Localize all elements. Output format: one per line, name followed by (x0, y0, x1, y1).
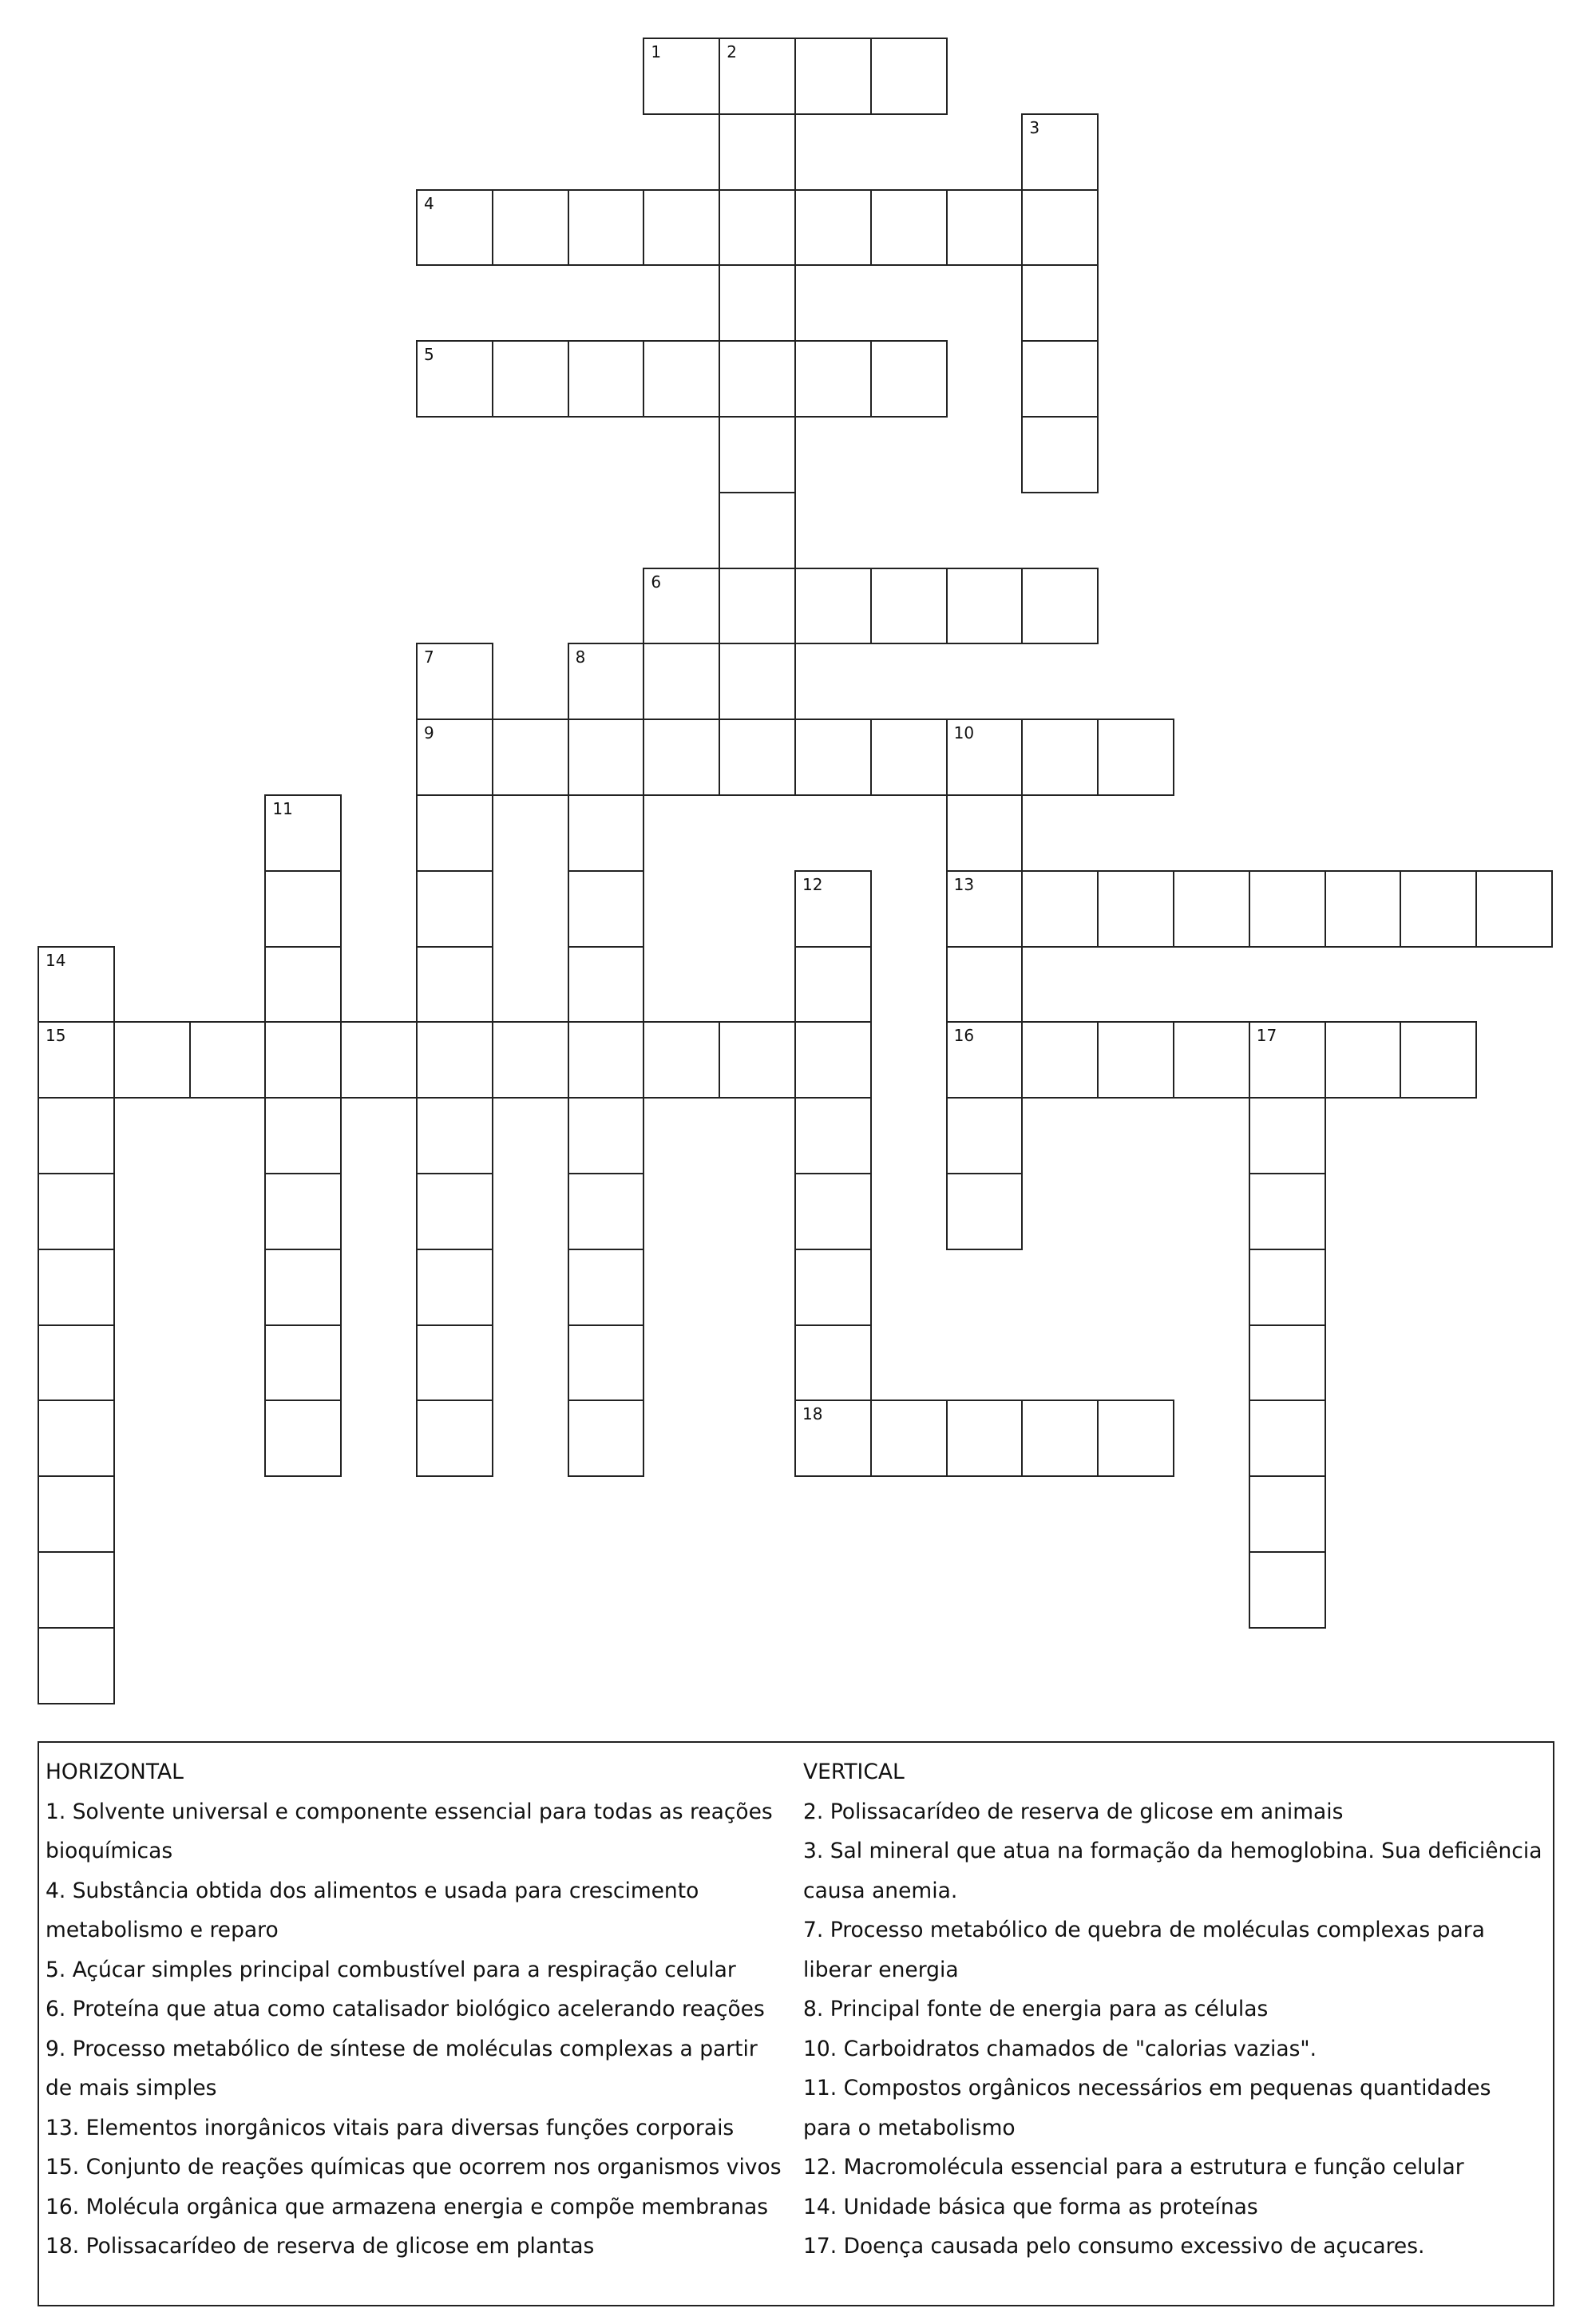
clue-line: 18. Polissacarídeo de reserva de glicose em plantas (46, 2234, 595, 2259)
grid-cell[interactable] (719, 568, 796, 645)
grid-cell[interactable] (719, 113, 796, 191)
grid-cell[interactable] (794, 38, 872, 115)
grid-cell[interactable] (1021, 1400, 1099, 1477)
grid-cell[interactable] (870, 340, 948, 418)
grid-cell[interactable] (1249, 1097, 1326, 1174)
grid-cell[interactable] (492, 340, 569, 418)
clue-line: 2. Polissacarídeo de reserva de glicose em animais (803, 1799, 1344, 1824)
grid-cell[interactable] (1249, 1551, 1326, 1629)
grid-cell[interactable] (946, 794, 1024, 872)
grid-cell[interactable] (719, 416, 796, 493)
grid-cell[interactable] (719, 340, 796, 418)
clue-number: 3 (1029, 117, 1040, 137)
grid-cell[interactable] (946, 946, 1024, 1023)
clue-line: 10. Carboidratos chamados de "calorias vazias". (803, 2036, 1317, 2061)
clue-number: 5 (424, 345, 434, 365)
grid-cell[interactable] (794, 719, 872, 796)
clue-number: 16 (953, 1026, 975, 1046)
grid-cell[interactable] (946, 1173, 1024, 1250)
clue-line: 4. Substância obtida dos alimentos e usada para crescimento (46, 1878, 699, 1903)
clue-line: 5. Açúcar simples principal combustível para a respiração celular (46, 1957, 736, 1982)
grid-cell[interactable] (1021, 189, 1099, 267)
clue-line: para o metabolismo (803, 2115, 1016, 2140)
grid-cell[interactable] (946, 1021, 1024, 1099)
grid-cell[interactable] (643, 189, 720, 267)
grid-cell[interactable] (1249, 1400, 1326, 1477)
grid-cell[interactable] (113, 1021, 191, 1099)
grid-cell[interactable] (492, 719, 569, 796)
horizontal-clues (46, 1752, 808, 2267)
clue-number: 17 (1256, 1026, 1277, 1046)
grid-cell[interactable] (568, 1249, 645, 1326)
grid-cell[interactable] (870, 1400, 948, 1477)
grid-cell[interactable] (38, 1627, 115, 1704)
clue-line: 7. Processo metabólico de quebra de moléculas complexas para (803, 1918, 1485, 1942)
grid-cell[interactable] (264, 1324, 342, 1402)
grid-cell[interactable] (38, 1475, 115, 1553)
grid-cell[interactable] (492, 1021, 569, 1099)
grid-cell[interactable] (1325, 870, 1402, 948)
grid-cell[interactable] (38, 1021, 115, 1099)
grid-cell[interactable] (264, 1249, 342, 1326)
grid-cell[interactable] (719, 643, 796, 720)
clue-number: 6 (651, 572, 662, 592)
grid-cell[interactable] (38, 1324, 115, 1402)
grid-cell[interactable] (568, 189, 645, 267)
clue-number: 8 (575, 647, 586, 667)
clue-line: causa anemia. (803, 1878, 958, 1903)
grid-cell[interactable] (1249, 870, 1326, 948)
grid-cell[interactable] (946, 568, 1024, 645)
clue-number: 9 (424, 723, 434, 743)
clue-line: 17. Doença causada pelo consumo excessivo de açucares. (803, 2234, 1425, 2259)
grid-cell[interactable] (416, 340, 493, 418)
grid-cell[interactable] (1173, 870, 1250, 948)
clue-line: 11. Compostos orgânicos necessários em pequenas quantidades (803, 2076, 1491, 2100)
grid-cell[interactable] (568, 1173, 645, 1250)
grid-cell[interactable] (1021, 113, 1099, 191)
clue-number: 13 (953, 874, 975, 894)
grid-cell[interactable] (794, 1173, 872, 1250)
vertical-clues (803, 1752, 1550, 2267)
clue-line: 16. Molécula orgânica que armazena energia e compõe membranas (46, 2194, 769, 2219)
clue-line: liberar energia (803, 1957, 959, 1982)
clue-line: 1. Solvente universal e componente essencial para todas as reações (46, 1799, 773, 1824)
grid-cell[interactable] (946, 1400, 1024, 1477)
clue-line: bioquímicas (46, 1839, 173, 1863)
grid-cell[interactable] (416, 1324, 493, 1402)
clue-number: 11 (272, 799, 293, 818)
grid-cell[interactable] (643, 38, 720, 115)
grid-cell[interactable] (264, 794, 342, 872)
clue-line: 3. Sal mineral que atua na formação da hemoglobina. Sua deficiência (803, 1839, 1542, 1863)
grid-cell[interactable] (568, 340, 645, 418)
clue-number: 1 (651, 42, 662, 61)
grid-cell[interactable] (1097, 719, 1174, 796)
grid-cell[interactable] (568, 1400, 645, 1477)
grid-cell[interactable] (643, 568, 720, 645)
grid-cell[interactable] (38, 1173, 115, 1250)
vertical-heading: VERTICAL (803, 1760, 905, 1784)
grid-cell[interactable] (1249, 1475, 1326, 1553)
grid-cell[interactable] (340, 1021, 418, 1099)
grid-cell[interactable] (416, 1173, 493, 1250)
grid-cell[interactable] (1400, 1021, 1477, 1099)
grid-cell[interactable] (416, 1249, 493, 1326)
clue-line: metabolismo e reparo (46, 1918, 279, 1942)
grid-cell[interactable] (416, 1097, 493, 1174)
grid-cell[interactable] (38, 946, 115, 1023)
grid-cell[interactable] (38, 1551, 115, 1629)
grid-cell[interactable] (643, 643, 720, 720)
grid-cell[interactable] (946, 719, 1024, 796)
clue-number: 4 (424, 193, 434, 213)
clue-number: 15 (46, 1026, 66, 1046)
grid-cell[interactable] (870, 719, 948, 796)
grid-cell[interactable] (1400, 870, 1477, 948)
grid-cell[interactable] (38, 1097, 115, 1174)
grid-cell[interactable] (568, 719, 645, 796)
grid-cell[interactable] (794, 1021, 872, 1099)
grid-cell[interactable] (264, 946, 342, 1023)
grid-cell[interactable] (870, 189, 948, 267)
grid-cell[interactable] (794, 1324, 872, 1402)
clue-number: 7 (424, 647, 434, 667)
grid-cell[interactable] (643, 340, 720, 418)
grid-cell[interactable] (719, 189, 796, 267)
grid-cell[interactable] (719, 1021, 796, 1099)
grid-cell[interactable] (794, 340, 872, 418)
grid-cell[interactable] (568, 643, 645, 720)
grid-cell[interactable] (264, 1173, 342, 1250)
grid-cell[interactable] (1325, 1021, 1402, 1099)
clue-line: 6. Proteína que atua como catalisador biológico acelerando reações (46, 1997, 765, 2021)
grid-cell[interactable] (568, 946, 645, 1023)
grid-cell[interactable] (1249, 1249, 1326, 1326)
grid-cell[interactable] (719, 38, 796, 115)
grid-cell[interactable] (416, 1021, 493, 1099)
grid-cell[interactable] (416, 946, 493, 1023)
grid-cell[interactable] (1097, 1021, 1174, 1099)
grid-cell[interactable] (719, 492, 796, 569)
clue-number: 12 (802, 874, 823, 894)
grid-cell[interactable] (1249, 1173, 1326, 1250)
grid-cell[interactable] (38, 1249, 115, 1326)
grid-cell[interactable] (568, 1097, 645, 1174)
clue-line: 13. Elementos inorgânicos vitais para diversas funções corporais (46, 2115, 735, 2140)
clues-box (38, 1741, 1554, 2306)
grid-cell[interactable] (568, 1021, 645, 1099)
grid-cell[interactable] (416, 794, 493, 872)
grid-cell[interactable] (794, 1249, 872, 1326)
clue-number: 10 (953, 723, 975, 743)
grid-cell[interactable] (264, 870, 342, 948)
grid-cell[interactable] (189, 1021, 267, 1099)
grid-cell[interactable] (1021, 340, 1099, 418)
clue-number: 18 (802, 1404, 823, 1424)
grid-cell[interactable] (643, 719, 720, 796)
grid-cell[interactable] (1173, 1021, 1250, 1099)
clue-number: 14 (46, 950, 66, 970)
grid-cell[interactable] (492, 189, 569, 267)
grid-cell[interactable] (870, 568, 948, 645)
grid-cell[interactable] (719, 264, 796, 342)
grid-cell[interactable] (416, 189, 493, 267)
clue-line: 8. Principal fonte de energia para as células (803, 1997, 1269, 2021)
grid-cell[interactable] (1249, 1021, 1326, 1099)
grid-cell[interactable] (1097, 1400, 1174, 1477)
grid-cell[interactable] (568, 1324, 645, 1402)
grid-cell[interactable] (643, 1021, 720, 1099)
grid-cell[interactable] (719, 719, 796, 796)
grid-cell[interactable] (870, 38, 948, 115)
grid-cell[interactable] (794, 946, 872, 1023)
grid-cell[interactable] (794, 568, 872, 645)
grid-cell[interactable] (1097, 870, 1174, 948)
grid-cell[interactable] (416, 643, 493, 720)
grid-cell[interactable] (1475, 870, 1553, 948)
clue-line: 14. Unidade básica que forma as proteínas (803, 2194, 1258, 2219)
grid-cell[interactable] (1249, 1324, 1326, 1402)
grid-cell[interactable] (794, 870, 872, 948)
grid-cell[interactable] (946, 189, 1024, 267)
grid-cell[interactable] (568, 870, 645, 948)
grid-cell[interactable] (416, 870, 493, 948)
grid-cell[interactable] (1021, 264, 1099, 342)
clue-line: 12. Macromolécula essencial para a estrutura e função celular (803, 2155, 1464, 2179)
grid-cell[interactable] (416, 719, 493, 796)
grid-cell[interactable] (1021, 416, 1099, 493)
clue-number: 2 (727, 42, 737, 61)
horizontal-heading: HORIZONTAL (46, 1760, 184, 1784)
grid-cell[interactable] (1021, 1021, 1099, 1099)
grid-cell[interactable] (794, 1400, 872, 1477)
grid-cell[interactable] (264, 1400, 342, 1477)
clue-line: de mais simples (46, 2076, 217, 2100)
grid-cell[interactable] (1021, 568, 1099, 645)
grid-cell[interactable] (794, 1097, 872, 1174)
grid-cell[interactable] (794, 189, 872, 267)
grid-cell[interactable] (264, 1021, 342, 1099)
grid-cell[interactable] (38, 1400, 115, 1477)
clue-line: 15. Conjunto de reações químicas que ocorrem nos organismos vivos (46, 2155, 782, 2179)
clue-line: 9. Processo metabólico de síntese de moléculas complexas a partir (46, 2036, 758, 2061)
grid-cell[interactable] (946, 1097, 1024, 1174)
grid-cell[interactable] (568, 794, 645, 872)
grid-cell[interactable] (946, 870, 1024, 948)
grid-cell[interactable] (1021, 719, 1099, 796)
grid-cell[interactable] (264, 1097, 342, 1174)
grid-cell[interactable] (416, 1400, 493, 1477)
grid-cell[interactable] (1021, 870, 1099, 948)
